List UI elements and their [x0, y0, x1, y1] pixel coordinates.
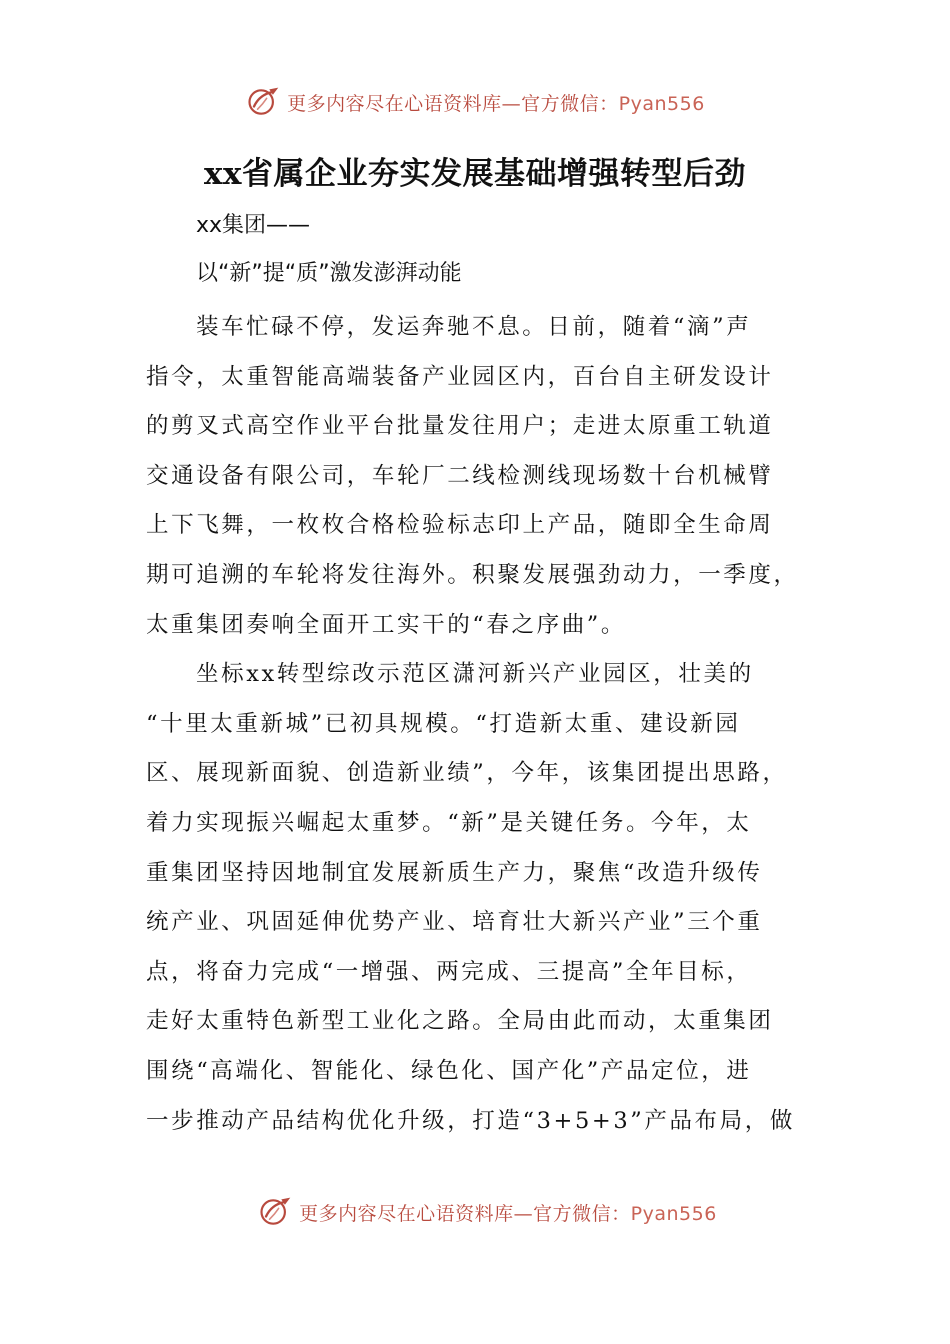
body-line: 交通设备有限公司，车轮厂二线检测线现场数十台机械臂	[146, 462, 774, 489]
body-line: 上下飞舞，一枚枚合格检验标志印上产品，随即全生命周	[146, 512, 774, 539]
body-line: 统产业、巩固延伸优势产业、培育壮大新兴产业”三个重	[146, 909, 763, 936]
watermark-wechat-id: Pyan556	[630, 1202, 717, 1225]
body-line: 走好太重特色新型工业化之路。全局由此而动，太重集团	[146, 1008, 774, 1035]
document-title: xx省属企业夯实发展基础增强转型后劲	[204, 156, 746, 192]
body-line: 一步推动产品结构优化升级，打造“3+5+3”产品布局，做	[146, 1107, 795, 1134]
brand-logo-icon	[245, 84, 281, 120]
body-line: 坐标xx转型综改示范区潇河新兴产业园区，壮美的	[196, 661, 754, 688]
body-line: 围绕“高端化、智能化、绿色化、国产化”产品定位，进	[146, 1057, 752, 1084]
body-line: 着力实现振兴崛起太重梦。“新”是关键任务。今年，太	[146, 809, 752, 836]
watermark-text: 更多内容尽在心语资料库—官方微信：Pyan556	[299, 1202, 717, 1225]
body-line: 重集团坚持因地制宜发展新质生产力，聚焦“改造升级传	[146, 859, 763, 886]
body-line: 太重集团奏响全面开工实干的“春之序曲”。	[146, 611, 627, 638]
body-line: 点，将奋力完成“一增强、两完成、三提高”全年目标，	[146, 958, 752, 985]
body-line: 期可追溯的车轮将发往海外。积聚发展强劲动力，一季度，	[146, 561, 799, 588]
body-line: 装车忙碌不停，发运奔驰不息。日前，随着“滴”声	[196, 314, 752, 340]
watermark-wechat-id: Pyan556	[618, 92, 705, 115]
watermark-text: 更多内容尽在心语资料库—官方微信：Pyan556	[287, 92, 705, 115]
subheading-theme: 以“新”提“质”激发澎湃动能	[196, 261, 462, 286]
watermark-footer	[12, 1190, 950, 1234]
body-line: “十里太重新城”已初具规模。“打造新太重、建设新园	[146, 710, 741, 737]
body-line: 区、展现新面貌、创造新业绩”，今年，该集团提出思路，	[146, 760, 788, 787]
watermark-header	[0, 80, 950, 124]
brand-logo-icon	[257, 1194, 293, 1230]
body-line: 的剪叉式高空作业平台批量发往用户；走进太原重工轨道	[146, 413, 774, 440]
subheading-company: xx集团——	[196, 213, 311, 238]
body-line: 指令，太重智能高端装备产业园区内，百台自主研发设计	[146, 363, 774, 390]
document-body	[146, 303, 799, 1146]
